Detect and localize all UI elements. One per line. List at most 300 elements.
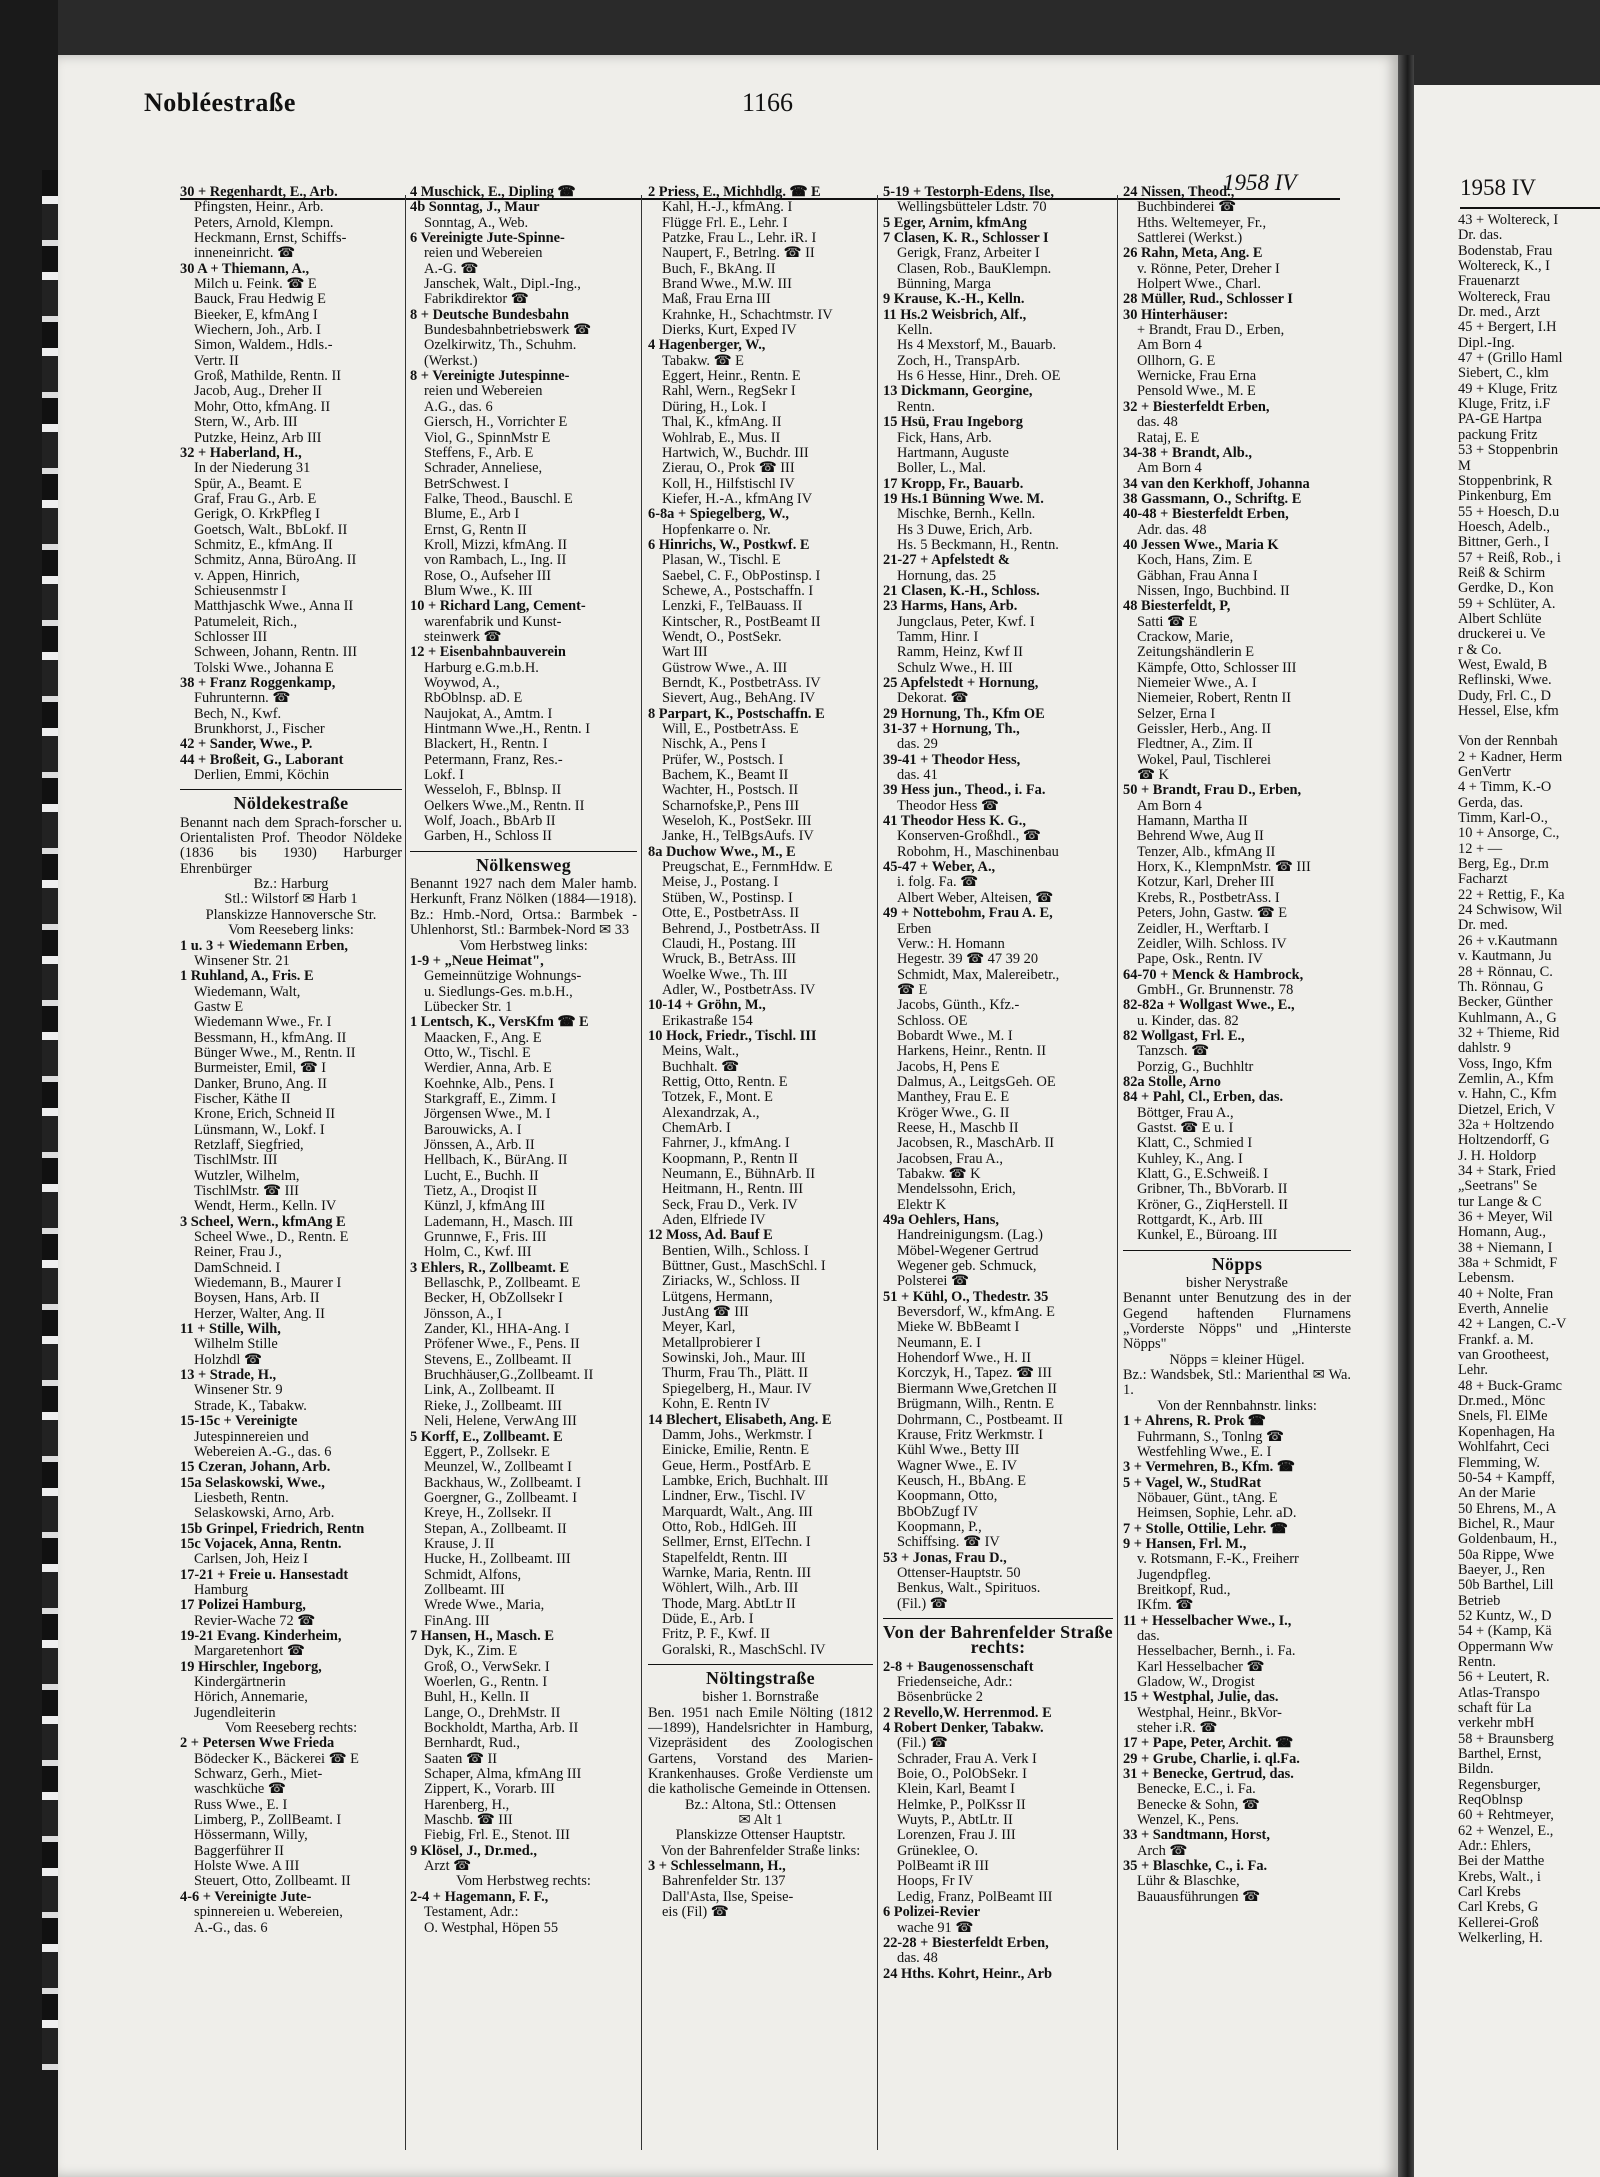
directory-entry: Hartwich, W., Buchdr. III (662, 445, 809, 461)
directory-entry: Bieeker, E, kfmAng I (194, 307, 318, 323)
directory-entry: warenfabrik und Kunst- (424, 614, 562, 630)
directory-subheading: Vom Reeseberg rechts: (224, 1721, 358, 1737)
directory-entry: Selzer, Erna I (1137, 706, 1216, 722)
directory-entry: Goetsch, Walt., BbLokf. II (194, 522, 348, 538)
directory-entry: 64-70 + Menck & Hambrock, (1123, 967, 1304, 983)
adjacent-directory-entry: Welkerling, H. (1458, 1930, 1543, 1947)
directory-entry: Schrader, Anneliese, (424, 461, 543, 477)
directory-entry: Fischer, Käthe II (194, 1091, 291, 1107)
adjacent-directory-entry: Adr.: Ehlers, (1458, 1838, 1532, 1855)
adjacent-directory-entry: 10 + Ansorge, C., (1458, 825, 1560, 842)
directory-entry: Boie, O., PolObSekr. I (897, 1767, 1027, 1783)
directory-entry: Heckmann, Ernst, Schiffs- (194, 231, 347, 247)
directory-entry: 3 Scheel, Wern., kfmAng E (180, 1214, 346, 1230)
directory-entry: Starkgraff, E., Zimm. I (424, 1091, 557, 1107)
directory-entry: Hucke, H., Zollbeamt. III (424, 1552, 571, 1568)
directory-entry: Eggert, Heinr., Rentn. E (662, 369, 801, 385)
directory-entry: Dierks, Kurt, Exped IV (662, 323, 797, 339)
directory-entry: Schulz Wwe., H. III (897, 660, 1013, 676)
directory-entry: Groß, Mathilde, Rentn. II (194, 369, 342, 385)
directory-entry: Arzt ☎ (424, 1859, 472, 1875)
directory-entry: Giersch, H., Vorrichter E (424, 415, 568, 431)
column-divider (641, 195, 642, 2150)
directory-entry: Ramm, Heinz, Kwf II (897, 645, 1023, 661)
directory-column-4 (883, 185, 1113, 2160)
directory-entry: 42 + Sander, Wwe., P. (180, 737, 313, 753)
directory-entry: reien und Webereien (424, 246, 543, 262)
directory-entry: Lünsmann, W., Lokf. I (194, 1122, 325, 1138)
directory-entry: Kelln. (897, 323, 933, 339)
directory-entry: Rose, O., Aufseher III (424, 568, 552, 584)
adjacent-directory-entry: 50 Ehrens, M., A (1458, 1500, 1557, 1517)
directory-subheading: Vom Herbstweg links: (459, 938, 588, 954)
directory-entry: Maß, Frau Erna III (662, 292, 771, 308)
directory-entry: 13 Dickmann, Georgine, (883, 384, 1033, 400)
directory-entry: Stüben, W., Postinsp. I (662, 890, 793, 906)
adjacent-directory-entry: Krebs, Walt., i (1458, 1868, 1541, 1885)
directory-entry: Marquardt, Walt., Ang. III (662, 1504, 813, 1520)
directory-entry: das. 29 (897, 737, 938, 753)
directory-entry: Boysen, Hans, Arb. II (194, 1291, 320, 1307)
directory-entry: Tamm, Hinr. I (897, 629, 979, 645)
directory-entry: 31-37 + Hornung, Th., (883, 722, 1020, 738)
directory-entry: Schmitz, E., kfmAng. II (194, 537, 333, 553)
adjacent-directory-entry: Voss, Ingo, Kfm (1458, 1055, 1553, 1072)
directory-entry: Wernicke, Frau Erna (1137, 369, 1257, 385)
directory-entry: Möbel-Wegener Gertrud (897, 1243, 1039, 1259)
directory-entry: 29 + Grube, Charlie, i. ql.Fa. (1123, 1751, 1300, 1767)
directory-entry: Danker, Bruno, Ang. II (194, 1076, 327, 1092)
directory-entry: Holm, C., Kwf. III (424, 1245, 532, 1261)
directory-entry: Zoch, H., TranspArb. (897, 353, 1021, 369)
directory-entry: Am Born 4 (1137, 338, 1202, 354)
directory-entry: Hoops, Fr IV (897, 1874, 974, 1890)
directory-entry: In der Niederung 31 (194, 461, 311, 477)
adjacent-directory-entry: Flemming, W. (1458, 1454, 1540, 1471)
directory-entry: Arch ☎ (1137, 1843, 1188, 1859)
directory-entry: 49a Oehlers, Hans, (883, 1213, 999, 1229)
directory-entry: Wohlrab, E., Mus. II (662, 430, 781, 446)
adjacent-directory-entry: 38 + Niemann, I (1458, 1239, 1553, 1256)
directory-entry: spinnereien u. Webereien, (194, 1905, 343, 1921)
directory-entry: Steffens, F., Arb. E (424, 445, 534, 461)
directory-entry: Helmke, P., PolKssr II (897, 1797, 1026, 1813)
directory-entry: Holzhdl ☎ (194, 1352, 262, 1368)
directory-entry: 51 + Kühl, O., Thedestr. 35 (883, 1289, 1049, 1305)
directory-entry: Thode, Marg. AbtLtr II (662, 1596, 796, 1612)
adjacent-directory-entry: tur Lange & C (1458, 1193, 1542, 1210)
directory-entry: Meins, Walt., (662, 1044, 739, 1060)
adjacent-directory-entry: Woltereck, Frau (1458, 288, 1551, 305)
directory-entry: Krause, Fritz Werkmstr. I (897, 1427, 1044, 1443)
directory-entry: 19 Hs.1 Bünning Wwe. M. (883, 491, 1044, 507)
adjacent-directory-entry: Gerdke, D., Kon (1458, 580, 1554, 597)
directory-entry: 31 + Benecke, Gertrud, das. (1123, 1767, 1294, 1783)
directory-entry: Patzke, Frau L., Lehr. iR. I (662, 231, 817, 247)
directory-entry: Ollhorn, G. E (1137, 353, 1216, 369)
directory-entry: Bessmann, H., kfmAng. II (194, 1030, 347, 1046)
directory-entry: Krebs, R., PostbetrAss. I (1137, 890, 1280, 906)
directory-entry: Reese, H., Maschb II (897, 1120, 1019, 1136)
adjacent-directory-entry: Holtzendorff, G (1458, 1132, 1550, 1149)
directory-entry: Steuert, Otto, Zollbeamt. II (194, 1874, 351, 1890)
adjacent-directory-entry: Kuhlmann, A., G (1458, 1009, 1557, 1026)
directory-entry: Scheel Wwe., D., Rentn. E (194, 1230, 349, 1246)
directory-entry: Saebel, C. F., ObPostinsp. I (662, 568, 821, 584)
adjacent-directory-entry: 50a Rippe, Wwe (1458, 1546, 1555, 1563)
directory-entry: Fuhrunternn. ☎ (194, 691, 291, 707)
adjacent-directory-entry: dahlstr. 9 (1458, 1040, 1511, 1057)
column-divider (877, 195, 878, 2150)
adjacent-directory-entry: r & Co. (1458, 641, 1502, 658)
directory-entry: Geissler, Herb., Ang. II (1137, 722, 1272, 738)
directory-entry: Sonntag, A., Web. (424, 215, 529, 231)
directory-entry: Koehnke, Alb., Pens. I (424, 1076, 554, 1092)
directory-entry: 2 Revello,W. Herrenmod. E (883, 1705, 1052, 1721)
directory-entry: Rettig, Otto, Rentn. E (662, 1074, 788, 1090)
directory-entry: Holste Wwe. A III (194, 1859, 300, 1875)
adjacent-directory-entry: Oppermann Ww (1458, 1638, 1554, 1655)
directory-entry: ☎ E (897, 982, 928, 998)
directory-entry: Krone, Erich, Schneid II (194, 1107, 336, 1123)
directory-entry: Sellmer, Ernst, ElTechn. I (662, 1535, 811, 1551)
directory-entry: Bünger Wwe., M., Rentn. II (194, 1045, 356, 1061)
directory-entry: 8 Parpart, K., Postschaffn. E (648, 706, 825, 722)
directory-entry: Graf, Frau G., Arb. E (194, 491, 317, 507)
directory-entry: A.-G., das. 6 (194, 1920, 268, 1936)
directory-entry: Schween, Johann, Rentn. III (194, 645, 358, 661)
directory-entry: Jacobsen, R., MaschArb. II (897, 1136, 1055, 1152)
directory-entry: Erikastraße 154 (662, 1013, 753, 1029)
directory-entry: Beversdorf, W., kfmAng. E (897, 1305, 1055, 1321)
directory-entry: 19-21 Evang. Kinderheim, (180, 1628, 342, 1644)
adjacent-directory-entry: Homann, Aug., (1458, 1224, 1546, 1241)
directory-entry: Konserven-Großhdl., ☎ (897, 829, 1041, 845)
directory-entry: TischlMstr. III (194, 1153, 278, 1169)
adjacent-directory-entry: Regensburger, (1458, 1776, 1541, 1793)
directory-entry: Woelke Wwe., Th. III (662, 967, 788, 983)
directory-entry: Meise, J., Postang. I (662, 875, 779, 891)
street-description: Benannt nach dem Sprach-forscher u. Orientalisten Prof. Theodor Nöldeke (1836 bis 1930) Harburger Ehrenbürger (180, 814, 402, 877)
directory-entry: Becker, H, ObZollsekr I (424, 1291, 563, 1307)
directory-entry: Hörich, Annemarie, (194, 1690, 308, 1706)
adjacent-directory-entry: 59 + Schlüter, A. (1458, 595, 1556, 612)
adjacent-directory-entry: 4 + Timm, K.-O (1458, 779, 1552, 796)
directory-entry: steher i.R. ☎ (1137, 1721, 1218, 1737)
adjacent-directory-entry: Snels, Fl. ElMe (1458, 1408, 1548, 1425)
directory-entry: Satti ☎ E (1137, 614, 1198, 630)
directory-entry: Dall'Asta, Ilse, Speise- (662, 1889, 794, 1905)
directory-entry: 19 Hirschler, Ingeborg, (180, 1659, 322, 1675)
directory-entry: Gastst. ☎ E u. I (1137, 1120, 1234, 1136)
directory-entry: Derlien, Emmi, Köchin (194, 768, 330, 784)
directory-entry: Ziriacks, W., Schloss. II (662, 1274, 800, 1290)
directory-entry: 17 Polizei Hamburg, (180, 1598, 306, 1614)
running-head-street: Nobléestraße (144, 88, 296, 117)
directory-entry: Jacobs, H, Pens E (897, 1059, 1000, 1075)
directory-entry: Otto, Rob., HdlGeh. III (662, 1519, 797, 1535)
directory-entry: Weseloh, K., PostSekr. III (662, 814, 812, 830)
directory-entry: u. Kinder, das. 82 (1137, 1013, 1239, 1029)
adjacent-page-header: 1958 IV (1460, 175, 1537, 200)
directory-entry: Gäbhan, Frau Anna I (1137, 568, 1258, 584)
directory-entry: Wiedemann, Walt, (194, 984, 301, 1000)
directory-entry: Koch, Hans, Zim. E (1137, 553, 1253, 569)
column-divider (405, 195, 406, 2150)
directory-subheading: Vom Herbstweg rechts: (456, 1874, 591, 1890)
directory-entry: Friedenseiche, Adr.: (897, 1675, 1013, 1690)
directory-entry: Lorenzen, Frau J. III (897, 1828, 1016, 1844)
directory-entry: 9 Krause, K.-H., Kelln. (883, 292, 1025, 308)
directory-entry: Klatt, G., E.Schweiß. I (1137, 1167, 1269, 1182)
directory-entry: Lademann, H., Masch. III (424, 1214, 574, 1230)
directory-entry: 10-14 + Gröhn, M., (648, 998, 766, 1014)
directory-entry: v. Rotsmann, F.-K., Freiherr (1137, 1552, 1299, 1568)
directory-entry: Mendelssohn, Erich, (897, 1182, 1016, 1198)
directory-entry: eis (Fil) ☎ (662, 1905, 729, 1921)
adjacent-directory-entry: 57 + Reiß, Rob., i (1458, 549, 1561, 566)
directory-entry: Tanzsch. ☎ (1137, 1044, 1210, 1060)
directory-entry: 7 Hansen, H., Masch. E (410, 1628, 554, 1644)
directory-entry: Stern, W., Arb. III (194, 415, 298, 431)
directory-entry: Büttner, Gust., MaschSchl. I (662, 1259, 826, 1275)
directory-entry: Goralski, R., MaschSchl. IV (662, 1642, 826, 1658)
directory-entry: Breitkopf, Rud., (1137, 1582, 1231, 1598)
directory-entry: 39-41 + Theodor Hess, (883, 752, 1021, 768)
directory-entry: 5 Korff, E., Zollbeamt. E (410, 1429, 563, 1445)
directory-entry: Klatt, C., Schmied I (1137, 1136, 1253, 1152)
directory-entry: Grüneklee, O. (897, 1843, 979, 1859)
directory-entry: Meyer, Karl, (662, 1320, 736, 1336)
directory-entry: Jungclaus, Peter, Kwf. I (897, 614, 1035, 630)
directory-entry: Harburg e.G.m.b.H. (424, 660, 539, 676)
adjacent-directory-entry: van Grootheest, (1458, 1347, 1550, 1364)
adjacent-directory-entry: Facharzt (1458, 871, 1508, 888)
directory-column-1 (180, 185, 402, 2160)
directory-entry: Saaten ☎ II (424, 1751, 498, 1767)
directory-entry: Polsterei ☎ (897, 1274, 969, 1290)
street-description: Ben. 1951 nach Emile Nölting (1812—1899), Handelsrichter in Hamburg, Vizepräsident des Zoologischen Gartens, Vorstand des Marien-Krankenhauses. Große Verdienste um die katholische Gemeinde in Ottensen. (648, 1704, 873, 1798)
directory-entry: Sattlerei (Werkst.) (1137, 231, 1243, 247)
adjacent-directory-entry: 24 Schwisow, Wil (1458, 902, 1563, 919)
directory-entry: Viol, G., SpinnMstr E (424, 430, 551, 446)
directory-subheading: Vom Reeseberg links: (228, 923, 354, 939)
directory-entry: 2-8 + Baugenossenschaft (883, 1659, 1034, 1675)
directory-entry: reien und Webereien (424, 384, 543, 400)
directory-entry: Meunzel, W., Zollbeamt I (424, 1460, 572, 1476)
directory-entry: 8 + Vereinigte Jutespinne- (410, 369, 570, 385)
directory-entry: Schlosser III (194, 629, 268, 645)
directory-entry: Böttger, Frau A., (1137, 1105, 1234, 1121)
directory-entry: Kiefer, H.-A., kfmAng IV (662, 491, 813, 507)
year-volume: 1958 IV (1223, 170, 1297, 195)
directory-entry: Koopmann, P., (897, 1519, 982, 1535)
directory-entry: Rieke, J., Zollbeamt. III (424, 1398, 562, 1414)
directory-entry: Gerigk, O. KrkPfleg I (194, 507, 320, 523)
directory-entry: Winsener Str. 9 (194, 1383, 283, 1399)
directory-entry: Kindergärtnerin (194, 1675, 286, 1690)
directory-entry: Bockholdt, Martha, Arb. II (424, 1721, 579, 1737)
directory-entry: Geue, Herm., PostfArb. E (662, 1458, 812, 1474)
directory-entry: Schieusenmstr I (194, 583, 287, 599)
adjacent-directory-entry: 52 Kuntz, W., D (1458, 1607, 1552, 1624)
directory-entry: 12 + Eisenbahnbauverein (410, 645, 566, 661)
directory-entry: 29 Hornung, Th., Kfm OE (883, 706, 1045, 722)
directory-subheading: Von der Rennbahnstr. links: (1157, 1398, 1317, 1414)
directory-entry: Harenberg, H., (424, 1797, 510, 1813)
adjacent-directory-entry: 38a + Schmidt, F (1458, 1255, 1558, 1272)
directory-subheading: Stl.: Wilstorf ✉ Harb 1 (224, 892, 358, 908)
directory-entry: Klein, Karl, Beamt I (897, 1782, 1015, 1798)
directory-entry: Blum Wwe., K. III (424, 583, 533, 599)
directory-entry: 15c Vojacek, Anna, Rentn. (180, 1536, 342, 1552)
directory-entry: 49 + Nottebohm, Frau A. E, (883, 906, 1053, 922)
directory-entry: Dyk, K., Zim. E (424, 1644, 518, 1660)
page-gutter (1398, 55, 1414, 2177)
directory-entry: Schmidt, Alfons, (424, 1567, 522, 1583)
directory-entry: + Brandt, Frau D., Erben, (1137, 323, 1285, 339)
adjacent-directory-entry: Becker, Günther (1458, 994, 1553, 1011)
adjacent-directory-entry: ReqOblnsp (1458, 1792, 1523, 1809)
directory-entry: (Fil.) ☎ (897, 1596, 948, 1612)
directory-entry: Limberg, P., ZollBeamt. I (194, 1813, 342, 1829)
directory-entry: das. 41 (897, 768, 938, 784)
directory-entry: Wrede Wwe., Maria, (424, 1598, 545, 1614)
directory-entry: Will, E., PostbetrAss. E (662, 722, 799, 738)
directory-entry: Reiner, Frau J., (194, 1245, 282, 1261)
adjacent-directory-entry: Bodenstab, Frau (1458, 242, 1553, 259)
adjacent-directory-entry: Dr. das. (1458, 227, 1503, 244)
directory-entry: 82-82a + Wollgast Wwe., E., (1123, 998, 1295, 1014)
directory-entry: Wart III (662, 645, 708, 661)
adjacent-directory-entry: 32 + Thieme, Rid (1458, 1024, 1560, 1041)
directory-entry: Winsener Str. 21 (194, 953, 290, 969)
directory-entry: u. Siedlungs-Ges. m.b.H., (424, 984, 573, 1000)
adjacent-directory-entry: Berg, Eg., Dr.m (1458, 856, 1549, 873)
directory-entry: Mohr, Otto, kfmAng. II (194, 399, 331, 415)
directory-entry: Lokf. I (424, 768, 464, 784)
adjacent-directory-entry (1458, 719, 1598, 734)
directory-entry: Nischk, A., Pens I (662, 737, 766, 753)
directory-entry: 4 Robert Denker, Tabakw. (883, 1721, 1044, 1737)
directory-entry: Wiedemann Wwe., Fr. I (194, 1015, 332, 1031)
directory-entry: Spür, A., Beamt. E (194, 476, 302, 492)
adjacent-directory-entry: Betrieb (1458, 1592, 1501, 1609)
adjacent-page-column (1458, 213, 1598, 1947)
directory-entry: 1 Lentsch, K., VersKfm ☎ E (410, 1015, 589, 1031)
directory-entry: 41 Theodor Hess K. G., (883, 814, 1026, 830)
directory-entry: v. Rönne, Peter, Dreher I (1137, 261, 1280, 277)
directory-entry: Groß, O., VerwSekr. I (424, 1659, 550, 1675)
directory-entry: (Werkst.) (424, 353, 478, 369)
directory-entry: 33 + Sandtmann, Horst, (1123, 1828, 1270, 1844)
directory-entry: Schmitz, Anna, BüroAng. II (194, 553, 357, 569)
directory-entry: Bech, N., Kwf. (194, 706, 282, 722)
directory-entry: Patumeleit, Rich., (194, 614, 298, 630)
directory-subheading: bisher Nerystraße (1186, 1276, 1288, 1292)
directory-entry: Flügge Frl. E., Lehr. I (662, 215, 788, 231)
adjacent-directory-entry: Siebert, C., klm (1458, 365, 1549, 382)
adjacent-directory-entry: 40 + Nolte, Fran (1458, 1285, 1554, 1302)
street-description: Benannt 1927 nach dem Maler hamb. Herkunft, Franz Nölken (1884—1918). (410, 876, 637, 908)
directory-subheading: bisher 1. Bornstraße (702, 1690, 819, 1706)
directory-entry: Fuhrmann, S., Tonlng ☎ (1137, 1429, 1284, 1445)
directory-entry: Handreinigungsm. (Lag.) (897, 1228, 1043, 1244)
directory-entry: 4 Muschick, E., Dipling ☎ (410, 185, 576, 200)
directory-entry: Plasan, W., Tischl. E (662, 553, 781, 569)
directory-entry: Buhl, H., Kelln. II (424, 1690, 530, 1706)
directory-entry: 3 + Schlesselmann, H., (648, 1859, 786, 1875)
directory-entry: Fritz, P. F., Kwf. II (662, 1627, 770, 1643)
directory-entry: Carlsen, Joh, Heiz I (194, 1552, 308, 1568)
directory-entry: Vertr. II (194, 353, 239, 369)
directory-entry: Otto, W., Tischl. E (424, 1045, 531, 1061)
directory-subheading: Von der Bahrenfelder Straße links: (660, 1843, 861, 1859)
directory-entry: 82a Stolle, Arno (1123, 1074, 1221, 1090)
directory-entry: 38 Gassmann, O., Schriftg. E (1123, 491, 1302, 507)
directory-entry: Fledtner, A., Zim. II (1137, 737, 1253, 753)
directory-entry: waschküche ☎ (194, 1782, 286, 1798)
directory-entry: Tabakw. ☎ E (662, 353, 744, 369)
directory-entry: 14 Blechert, Elisabeth, Ang. E (648, 1412, 832, 1428)
adjacent-directory-entry: 56 + Leutert, R. (1458, 1669, 1550, 1686)
directory-entry: Lindner, Erw., Tischl. IV (662, 1489, 806, 1505)
directory-entry: 15b Grinpel, Friedrich, Rentn (180, 1521, 365, 1537)
directory-entry: Berndt, K., PostbetrAss. IV (662, 676, 821, 691)
adjacent-directory-entry: Albert Schlüte (1458, 610, 1542, 627)
directory-entry: 6 Polizei-Revier (883, 1905, 981, 1921)
adjacent-directory-entry: Lebensm. (1458, 1270, 1515, 1287)
directory-entry: Matthjaschk Wwe., Anna II (194, 599, 354, 615)
adjacent-directory-entry: Zemlin, A., Kfm (1458, 1070, 1554, 1087)
directory-entry: Porzig, G., Buchhltr (1137, 1059, 1254, 1075)
directory-entry: Benecke, E.C., i. Fa. (1137, 1782, 1256, 1798)
directory-entry: Buchbinderei ☎ (1137, 200, 1237, 216)
directory-entry: steinwerk ☎ (424, 629, 502, 645)
directory-entry: Schmidt, Max, Malereibetr., (897, 967, 1060, 983)
directory-entry: Pröfener Wwe., F., Pens. II (424, 1337, 580, 1353)
directory-entry: Koopmann, P., Rentn II (662, 1151, 798, 1167)
directory-entry: Nöbauer, Günt., tAng. E (1137, 1490, 1278, 1506)
directory-entry: v. Appen, Hinrich, (194, 568, 300, 584)
adjacent-directory-entry: Dipl.-Ing. (1458, 334, 1515, 351)
directory-entry: 11 + Hesselbacher Wwe., I., (1123, 1613, 1292, 1629)
directory-entry: Ernst, G, Rentn II (424, 522, 527, 538)
street-description: Benannt unter Benutzung des in der Gegend haftenden Flurnamens „Vorderste Nöpps" und „Hinterste Nöpps" (1123, 1290, 1351, 1353)
adjacent-directory-entry: Reiß & Schirm (1458, 564, 1546, 581)
directory-entry: Zeidler, Wilh. Schloss. IV (1137, 936, 1287, 952)
directory-entry: 15-15c + Vereinigte (180, 1414, 298, 1430)
directory-entry: 40 Jessen Wwe., Maria K (1123, 537, 1279, 553)
directory-entry: Korczyk, H., Tapez. ☎ III (897, 1366, 1052, 1382)
directory-entry: 22-28 + Biesterfeldt Erben, (883, 1935, 1049, 1951)
directory-entry: BbObZugf IV (897, 1504, 979, 1520)
directory-entry: Niemeier Wwe., A. I (1137, 676, 1257, 691)
adjacent-directory-entry: 49 + Kluge, Fritz (1458, 380, 1558, 397)
directory-entry: 3 Ehlers, R., Zollbeamt. E (410, 1260, 570, 1276)
directory-entry: Hopfenkarre o. Nr. (662, 522, 771, 538)
adjacent-directory-entry: Dietzel, Erich, V (1458, 1101, 1556, 1118)
directory-entry: Karl Hesselbacher ☎ (1137, 1659, 1265, 1675)
directory-entry: GmbH., Gr. Brunnenstr. 78 (1137, 982, 1294, 998)
adjacent-directory-entry: Reflinski, Wwe. (1458, 672, 1552, 689)
adjacent-directory-entry: Bichel, R., Maur (1458, 1515, 1555, 1532)
directory-entry: Tabakw. ☎ K (897, 1167, 981, 1182)
directory-entry: PolBeamt iR III (897, 1859, 989, 1875)
adjacent-directory-entry: 50b Barthel, Lill (1458, 1577, 1554, 1594)
directory-entry: Brand Wwe., M.W. III (662, 277, 792, 293)
directory-entry: Neumann, E. I (897, 1335, 981, 1351)
